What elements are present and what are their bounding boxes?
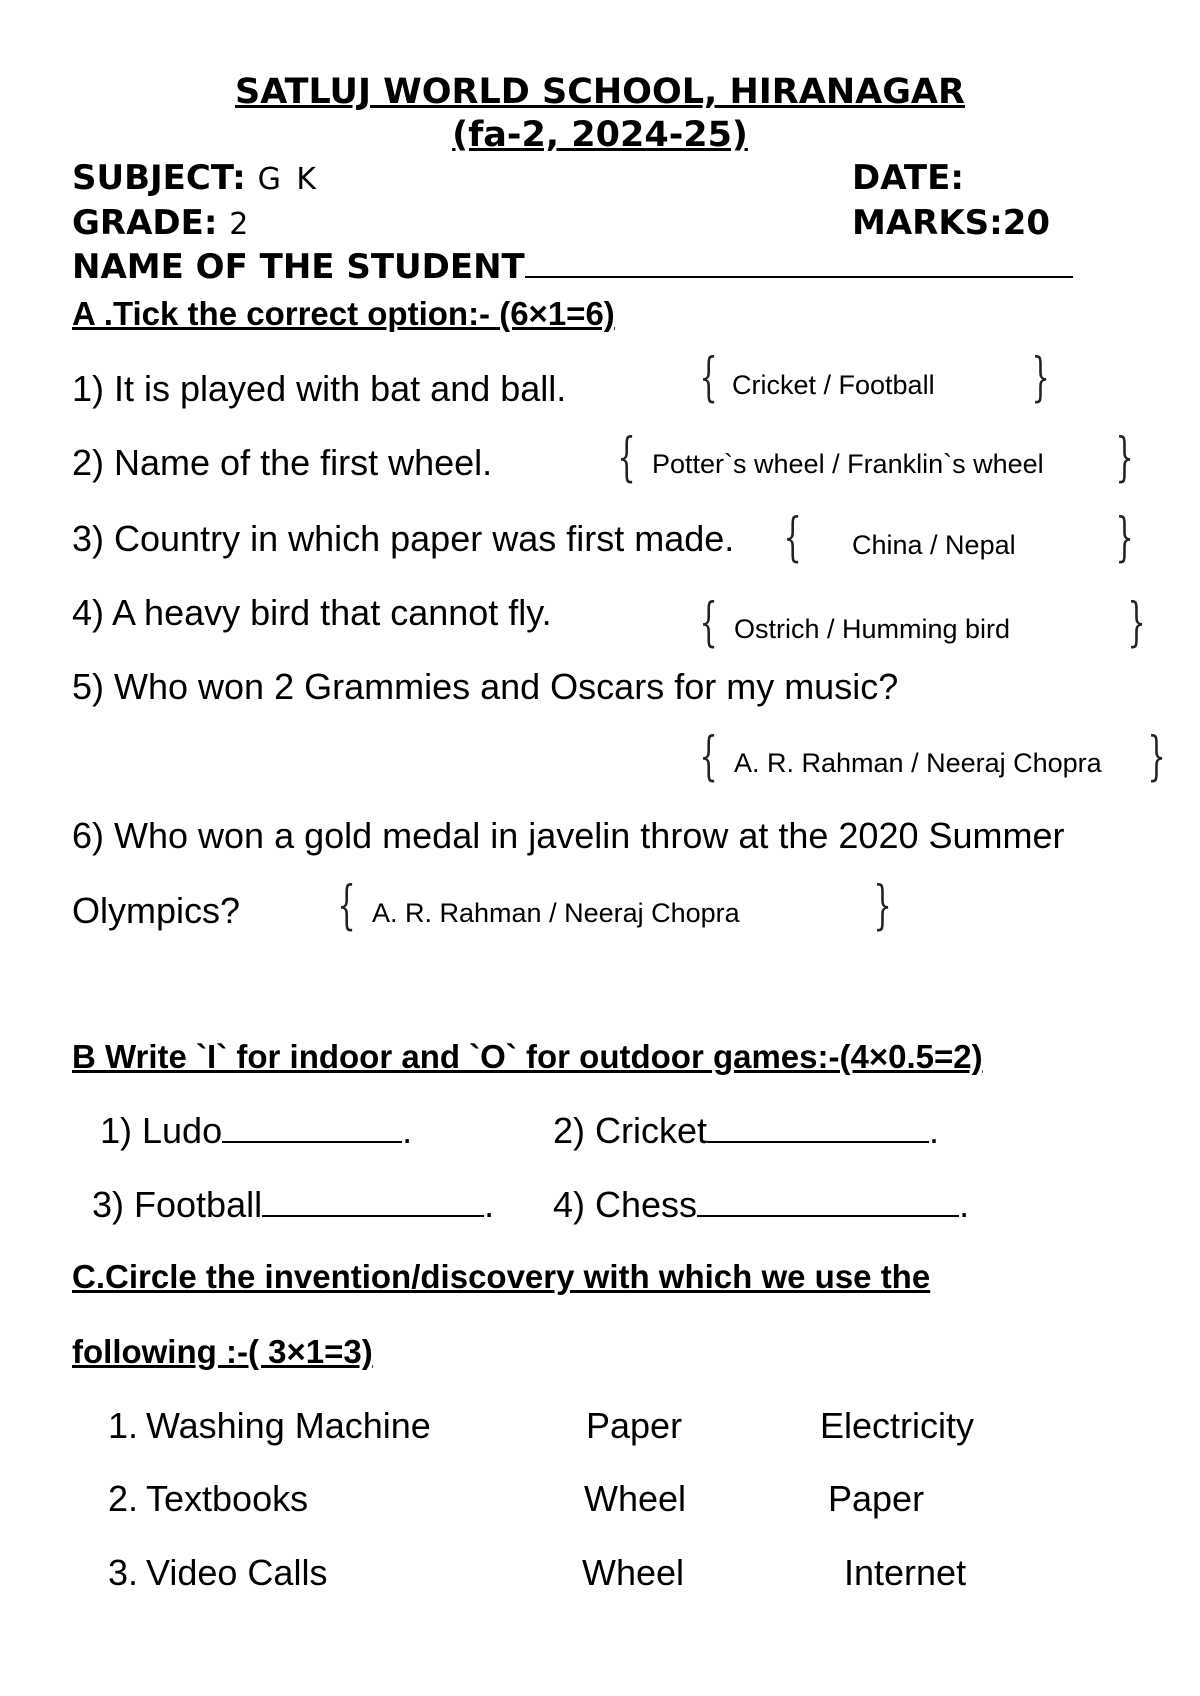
options-5[interactable]: A. R. Rahman / Neeraj Chopra bbox=[734, 748, 1102, 778]
school-name: SATLUJ WORLD SCHOOL, HIRANAGAR bbox=[235, 72, 965, 112]
subject-line bbox=[72, 158, 319, 198]
subject-value: G K bbox=[257, 162, 320, 197]
choice-option[interactable]: Paper bbox=[586, 1405, 683, 1446]
close-brace: } bbox=[873, 876, 892, 936]
row-number: 3. bbox=[108, 1552, 139, 1593]
game-item: 1) Ludo . bbox=[100, 1110, 413, 1151]
subject-label: SUBJECT: bbox=[72, 158, 246, 198]
date-label: DATE: bbox=[852, 158, 964, 198]
game-label: 3) Football bbox=[92, 1184, 263, 1225]
row-number: 2. bbox=[108, 1478, 139, 1519]
options-4[interactable]: Ostrich / Humming bird bbox=[734, 614, 1011, 644]
open-brace: { bbox=[699, 348, 718, 408]
options-6[interactable]: A. R. Rahman / Neeraj Chopra bbox=[372, 898, 740, 928]
open-brace: { bbox=[699, 593, 718, 653]
section-c-title: C.Circle the invention/discovery with which we use the bbox=[72, 1258, 931, 1295]
grade-line bbox=[72, 203, 251, 243]
exam-title: (fa-2, 2024-25) bbox=[452, 115, 748, 155]
row-item: Video Calls bbox=[146, 1552, 328, 1593]
close-brace: } bbox=[1127, 593, 1146, 653]
question-1: 1) It is played with bat and ball. bbox=[72, 368, 567, 409]
choice-option[interactable]: Internet bbox=[844, 1552, 967, 1593]
question-4: 4) A heavy bird that cannot fly. bbox=[72, 592, 552, 633]
question-6-cont: Olympics? bbox=[72, 890, 241, 931]
close-brace: } bbox=[1115, 508, 1134, 568]
game-label: 1) Ludo bbox=[100, 1110, 223, 1151]
game-item: 2) Cricket . bbox=[553, 1110, 940, 1151]
question-6: 6) Who won a gold medal in javelin throw at the 2020 Summer bbox=[72, 815, 1065, 856]
options-3[interactable]: China / Nepal bbox=[852, 530, 1016, 560]
open-brace: { bbox=[699, 727, 718, 787]
answer-blank[interactable] bbox=[707, 1111, 929, 1143]
open-brace: { bbox=[783, 508, 802, 568]
grade-label: GRADE: bbox=[72, 203, 218, 243]
question-5: 5) Who won 2 Grammies and Oscars for my music? bbox=[72, 666, 899, 707]
student-name-blank[interactable] bbox=[525, 246, 1073, 278]
open-brace: { bbox=[617, 428, 636, 488]
choice-option[interactable]: Paper bbox=[828, 1478, 925, 1519]
close-brace: } bbox=[1031, 348, 1050, 408]
game-label: 2) Cricket bbox=[553, 1110, 708, 1151]
row-item: Washing Machine bbox=[146, 1405, 431, 1446]
close-brace: } bbox=[1147, 727, 1166, 787]
section-c-title-cont: following :-( 3×1=3) bbox=[72, 1333, 373, 1370]
row-item: Textbooks bbox=[146, 1478, 309, 1519]
marks-label: MARKS:20 bbox=[852, 203, 1051, 243]
answer-blank[interactable] bbox=[222, 1111, 402, 1143]
options-1[interactable]: Cricket / Football bbox=[732, 370, 935, 400]
choice-option[interactable]: Wheel bbox=[582, 1552, 685, 1593]
choice-option[interactable]: Electricity bbox=[820, 1405, 975, 1446]
answer-blank[interactable] bbox=[697, 1185, 959, 1217]
student-name-label: NAME OF THE STUDENT bbox=[72, 247, 525, 287]
open-brace: { bbox=[337, 876, 356, 936]
section-b-title: B Write `I` for indoor and `O` for outdoor games:-(4×0.5=2) bbox=[72, 1038, 983, 1075]
choice-option[interactable]: Wheel bbox=[584, 1478, 687, 1519]
options-2[interactable]: Potter`s wheel / Franklin`s wheel bbox=[652, 449, 1044, 479]
grade-value: 2 bbox=[229, 207, 252, 242]
row-number: 1. bbox=[108, 1405, 139, 1446]
close-brace: } bbox=[1115, 428, 1134, 488]
question-3: 3) Country in which paper was first made. bbox=[72, 518, 735, 559]
student-name-line bbox=[72, 246, 1073, 287]
answer-blank[interactable] bbox=[262, 1185, 484, 1217]
game-item: 3) Football . bbox=[92, 1184, 495, 1225]
question-2: 2) Name of the first wheel. bbox=[72, 442, 493, 483]
game-label: 4) Chess bbox=[553, 1184, 698, 1225]
game-item: 4) Chess . bbox=[553, 1184, 970, 1225]
section-a-title: A .Tick the correct option:- (6×1=6) bbox=[72, 295, 615, 332]
